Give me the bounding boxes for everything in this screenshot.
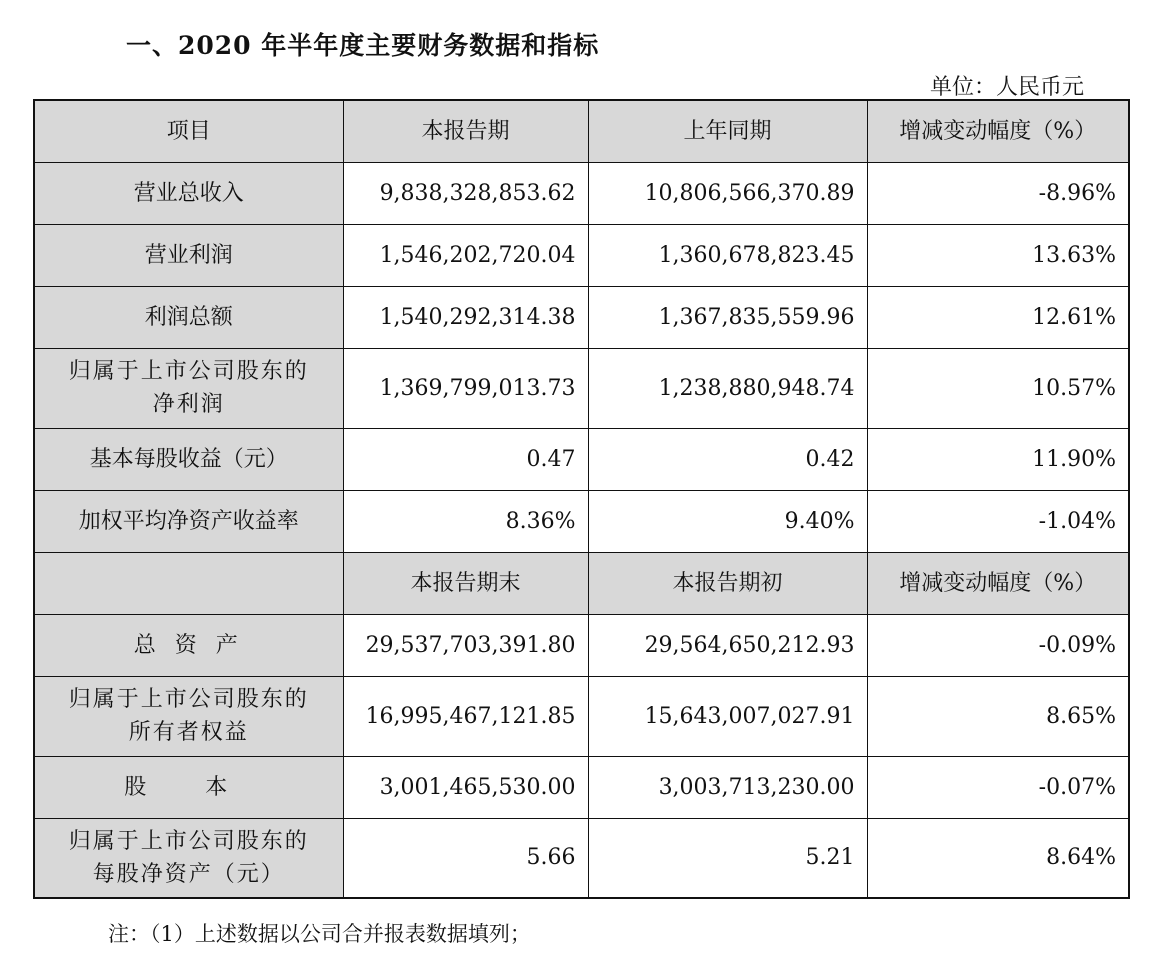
table-row xyxy=(34,490,1129,552)
table-row xyxy=(34,224,1129,286)
prior-value: 15,643,007,027.91 xyxy=(588,676,867,756)
row-label: 加权平均净资产收益率 xyxy=(34,490,343,552)
change-value: -1.04% xyxy=(867,490,1129,552)
table-row xyxy=(34,756,1129,818)
current-value: 16,995,467,121.85 xyxy=(343,676,588,756)
prior-value: 10,806,566,370.89 xyxy=(588,162,867,224)
header-change: 增减变动幅度（%） xyxy=(867,100,1129,162)
row-label xyxy=(34,348,343,428)
row-label: 营业利润 xyxy=(34,224,343,286)
prior-value: 0.42 xyxy=(588,428,867,490)
current-value: 1,369,799,013.73 xyxy=(343,348,588,428)
change-value: 8.64% xyxy=(867,818,1129,898)
row-label xyxy=(34,818,343,898)
financial-data-table xyxy=(33,99,1130,899)
row-label-line1: 归属于上市公司股东的 xyxy=(68,828,309,854)
row-label: 股 本 xyxy=(34,756,343,818)
row-label-line1: 归属于上市公司股东的 xyxy=(68,687,309,712)
row-label-line2: 每股净资产（元） xyxy=(92,861,285,887)
header-item: 项目 xyxy=(34,100,343,162)
prior-value: 1,238,880,948.74 xyxy=(588,348,867,428)
change-value: -8.96% xyxy=(867,162,1129,224)
unit-label: 单位：人民币元 xyxy=(929,75,1084,100)
table-row xyxy=(34,286,1129,348)
change-value: 11.90% xyxy=(867,428,1129,490)
current-value: 1,546,202,720.04 xyxy=(343,224,588,286)
row-label-line2: 净利润 xyxy=(152,392,225,417)
change-value: -0.09% xyxy=(867,614,1129,676)
table-row xyxy=(34,614,1129,676)
table-row xyxy=(34,428,1129,490)
current-value: 8.36% xyxy=(343,490,588,552)
change-value: -0.07% xyxy=(867,756,1129,818)
table-row xyxy=(34,348,1129,428)
header-prior-period: 上年同期 xyxy=(588,100,867,162)
table-subheader-row xyxy=(34,552,1129,614)
table-header-row xyxy=(34,100,1129,162)
row-label: 利润总额 xyxy=(34,286,343,348)
prior-value: 3,003,713,230.00 xyxy=(588,756,867,818)
table-row xyxy=(34,162,1129,224)
prior-value: 29,564,650,212.93 xyxy=(588,614,867,676)
current-value: 3,001,465,530.00 xyxy=(343,756,588,818)
current-value: 29,537,703,391.80 xyxy=(343,614,588,676)
current-value: 9,838,328,853.62 xyxy=(343,162,588,224)
table-row xyxy=(34,676,1129,756)
header-period-start: 本报告期初 xyxy=(588,552,867,614)
change-value: 10.57% xyxy=(867,348,1129,428)
row-label: 营业总收入 xyxy=(34,162,343,224)
prior-value: 5.21 xyxy=(588,818,867,898)
header-current-period: 本报告期 xyxy=(343,100,588,162)
header-item-blank xyxy=(34,552,343,614)
change-value: 8.65% xyxy=(867,676,1129,756)
current-value: 0.47 xyxy=(343,428,588,490)
prior-value: 1,367,835,559.96 xyxy=(588,286,867,348)
row-label-line2: 所有者权益 xyxy=(128,720,249,745)
section-title: 一、2020 年半年度主要财务数据和指标 xyxy=(126,31,600,60)
row-label xyxy=(34,676,343,756)
change-value: 13.63% xyxy=(867,224,1129,286)
row-label: 总 资 产 xyxy=(34,614,343,676)
footnote: 注：（1）上述数据以公司合并报表数据填列； xyxy=(108,922,531,946)
header-period-end: 本报告期末 xyxy=(343,552,588,614)
prior-value: 9.40% xyxy=(588,490,867,552)
row-label: 基本每股收益（元） xyxy=(34,428,343,490)
prior-value: 1,360,678,823.45 xyxy=(588,224,867,286)
header-change: 增减变动幅度（%） xyxy=(867,552,1129,614)
current-value: 1,540,292,314.38 xyxy=(343,286,588,348)
change-value: 12.61% xyxy=(867,286,1129,348)
table-row xyxy=(34,818,1129,898)
row-label-line1: 归属于上市公司股东的 xyxy=(68,359,309,384)
current-value: 5.66 xyxy=(343,818,588,898)
